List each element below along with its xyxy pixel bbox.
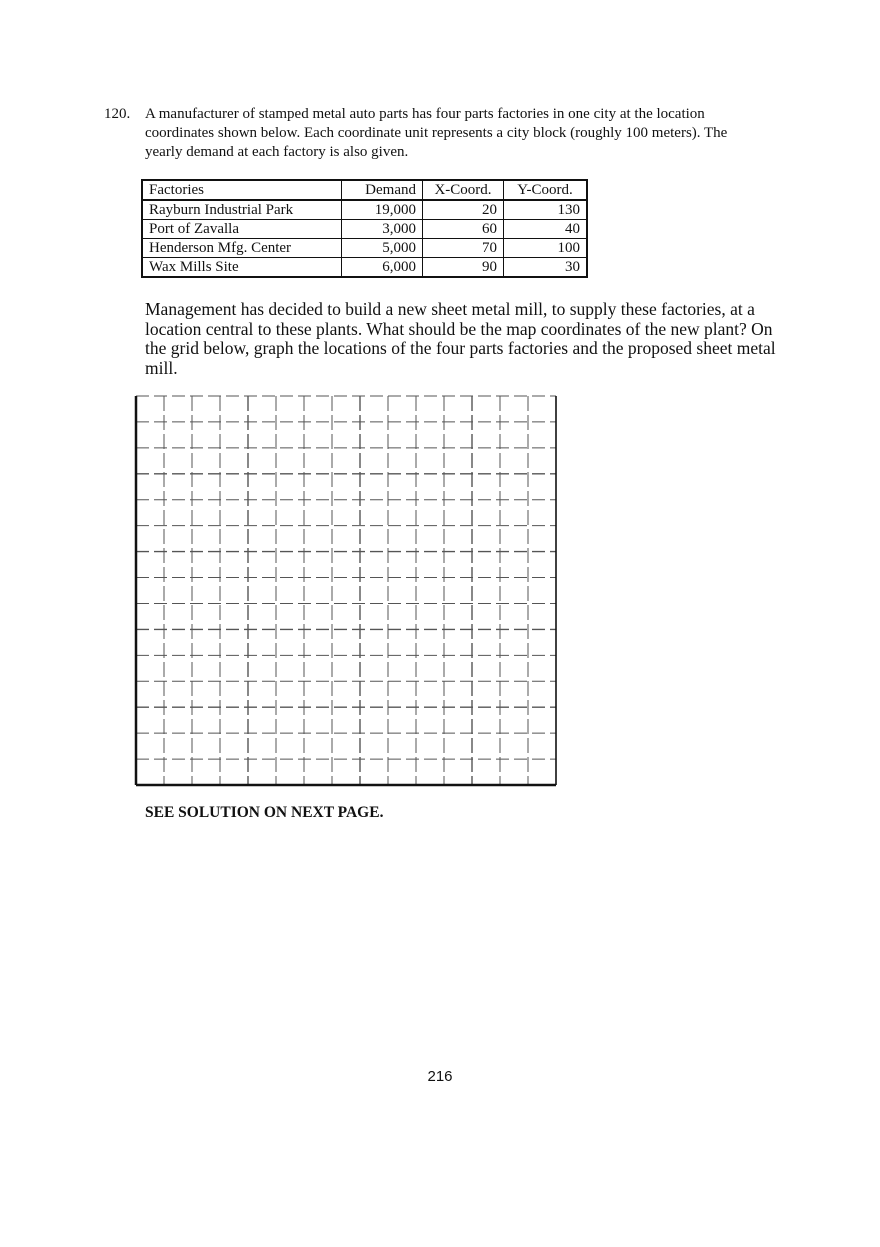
factory-name: Rayburn Industrial Park (142, 200, 342, 220)
header-x-coord: X-Coord. (423, 180, 504, 200)
factory-y: 40 (504, 220, 588, 239)
factory-demand: 6,000 (342, 258, 423, 278)
header-demand: Demand (342, 180, 423, 200)
table-row (142, 239, 587, 258)
page-number: 216 (427, 1068, 453, 1085)
table-row (142, 258, 587, 278)
instructions-paragraph: Management has decided to build a new sheet metal mill, to supply these factories, at a location central to these plants. What should be the map coordinates of the new plant? On the grid below, graph the locations of the four parts factories and the proposed sheet metal mill. (145, 299, 776, 378)
factory-demand: 5,000 (342, 239, 423, 258)
table-header-row (142, 180, 587, 200)
header-factories: Factories (142, 180, 342, 200)
factory-name: Wax Mills Site (142, 258, 342, 278)
factories-table (141, 179, 588, 278)
factory-x: 90 (423, 258, 504, 278)
factory-y: 30 (504, 258, 588, 278)
factory-y: 130 (504, 200, 588, 220)
table-row (142, 220, 587, 239)
table-row (142, 200, 587, 220)
question-text: A manufacturer of stamped metal auto parts has four parts factories in one city at the location coordinates shown below. Each coordinate unit represents a city block (roughly 100 meters). The yearly demand at each factory is also given. (145, 106, 728, 160)
factory-x: 60 (423, 220, 504, 239)
solution-note: SEE SOLUTION ON NEXT PAGE. (145, 804, 384, 821)
factory-name: Port of Zavalla (142, 220, 342, 239)
factory-x: 20 (423, 200, 504, 220)
factory-name: Henderson Mfg. Center (142, 239, 342, 258)
factory-x: 70 (423, 239, 504, 258)
blank-coordinate-grid (134, 393, 560, 787)
header-y-coord: Y-Coord. (504, 180, 588, 200)
factory-demand: 3,000 (342, 220, 423, 239)
factory-y: 100 (504, 239, 588, 258)
factory-demand: 19,000 (342, 200, 423, 220)
question-number: 120. (104, 106, 131, 122)
